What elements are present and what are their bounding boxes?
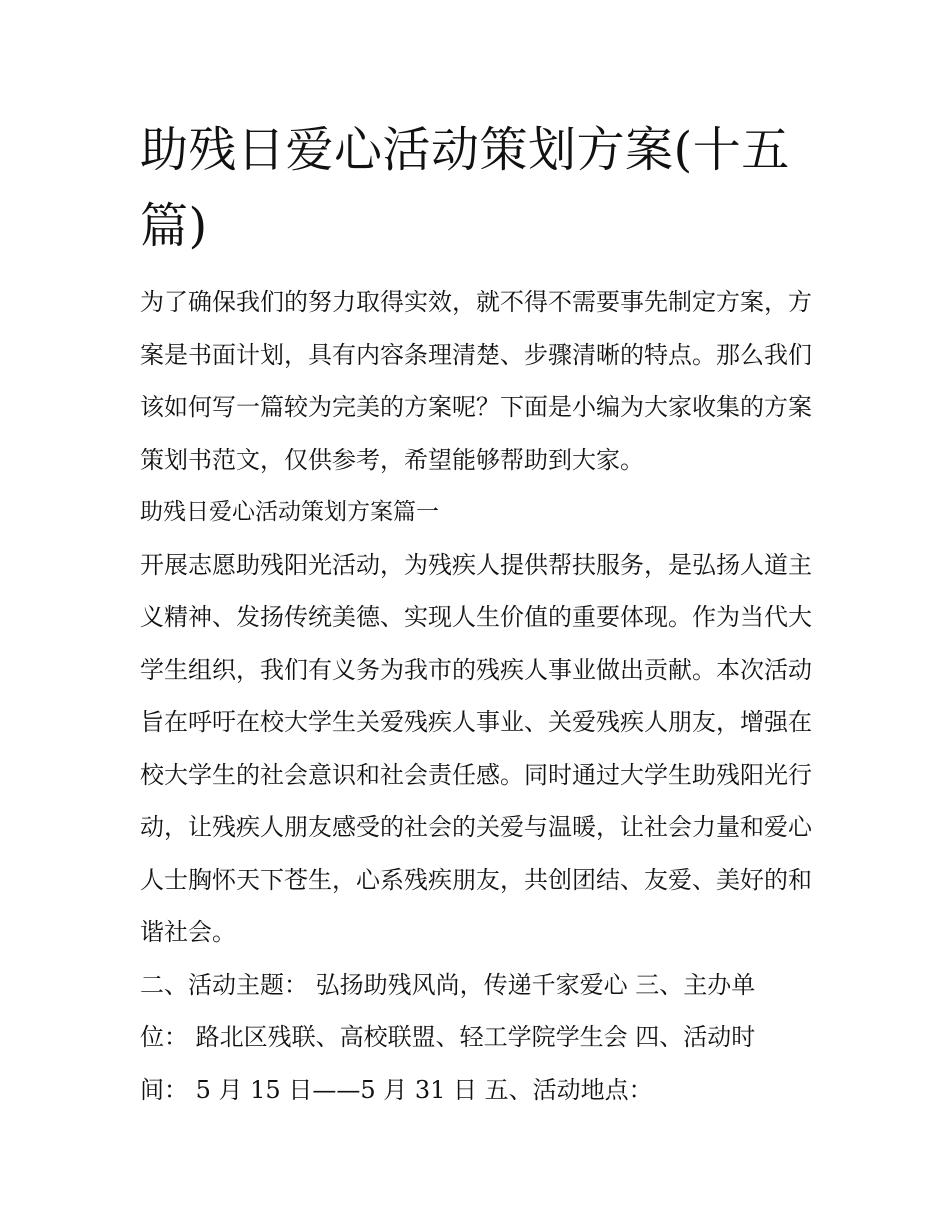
activity-info-line-3: 间： 5 月 15 日——5 月 31 日 五、活动地点： xyxy=(140,1075,653,1104)
document-title: 助残日爱心活动策划方案(十五篇) xyxy=(140,122,790,254)
body-paragraph-1: 开展志愿助残阳光活动，为残疾人提供帮扶服务，是弘扬人道主义精神、发扬传统美德、实现人生价值的重要体现。作为当代大学生组织，我们有义务为我市的残疾人事业做出贡献。本次活动旨在呼吁在校大学生关爱残疾人事业、关爱残疾人朋友，增强在校大学生的社会意识和社会责任感。同时通过大学生助残阳光行动，让残疾人朋友感受的社会的关爱与温暖，让社会力量和爱心人士胸怀天下苍生，心系残疾朋友，共创团结、友爱、美好的和谐社会。 xyxy=(140,550,812,946)
document-body xyxy=(140,276,812,1116)
intro-paragraph: 为了确保我们的努力取得实效，就不得不需要事先制定方案，方案是书面计划，具有内容条理清楚、步骤清晰的特点。那么我们该如何写一篇较为完美的方案呢？下面是小编为大家收集的方案策划书范文，仅供参考，希望能够帮助到大家。 xyxy=(140,288,812,474)
activity-info-line-1: 二、活动主题： 弘扬助残风尚，传递千家爱心 三、主办单 xyxy=(140,970,756,999)
activity-info-line-2: 位： 路北区残联、高校联盟、轻工学院学生会 四、活动时 xyxy=(140,1023,756,1051)
section-heading: 助残日爱心活动策划方案篇一 xyxy=(140,499,439,525)
